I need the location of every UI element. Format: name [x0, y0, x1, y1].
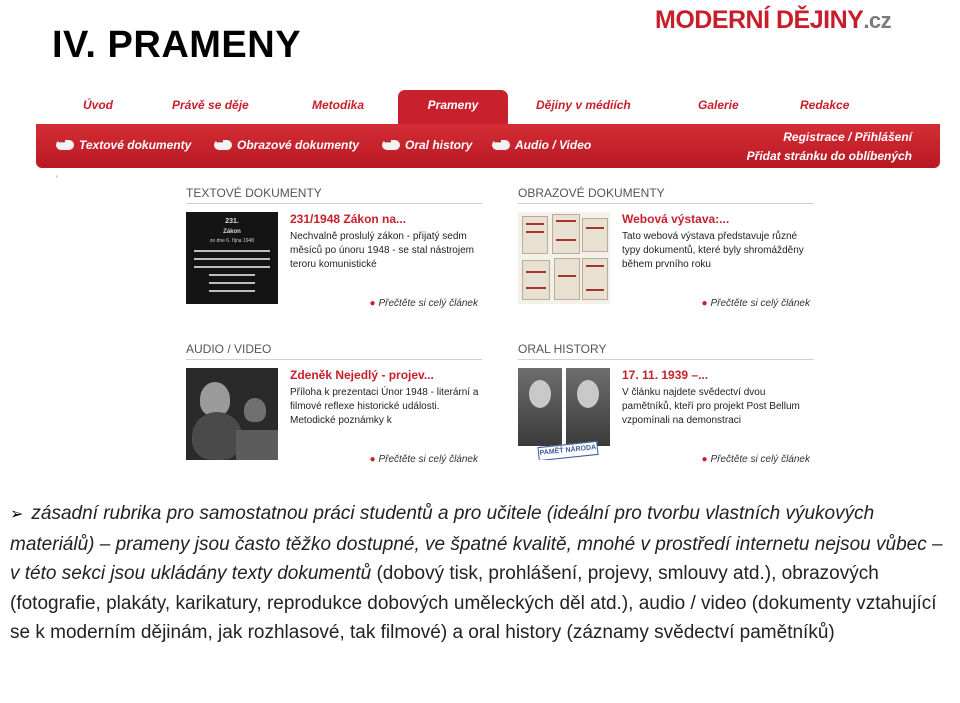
- poster-image: [554, 258, 580, 300]
- witness-portrait: [566, 368, 610, 446]
- stray-mark: ': [56, 174, 58, 184]
- nav-item-redakce[interactable]: Redakce: [800, 98, 850, 112]
- section-obrazove-dokumenty: [518, 186, 814, 320]
- read-more-link[interactable]: [701, 298, 810, 309]
- article-excerpt: Nechvalně proslulý zákon - přijatý sedm měsíců po únoru 1948 - se stal nástrojem teroru komunistické: [290, 231, 474, 270]
- subnav-obrazove-dokumenty[interactable]: [214, 138, 359, 152]
- nav-item-uvod[interactable]: Úvod: [83, 98, 113, 112]
- article-title-link[interactable]: Zdeněk Nejedlý - projev...: [290, 368, 434, 382]
- article-excerpt: V článku najdete svědectví dvou pamětníků, kteří pro projekt Post Bellum vzpomínali na demonstraci: [622, 387, 800, 426]
- article-excerpt: Příloha k prezentaci Únor 1948 - literární a filmové reflexe historické události. Metodické poznámky k: [290, 387, 479, 426]
- bullet-icon: ●: [369, 454, 376, 465]
- logo-tld: .cz: [863, 8, 892, 33]
- slide-title: IV. PRAMENY: [52, 24, 302, 66]
- more-pill-icon: [56, 140, 74, 150]
- section-header: TEXTOVÉ DOKUMENTY: [186, 186, 482, 204]
- section-body: [290, 212, 482, 272]
- subnav-oral-history[interactable]: [382, 138, 472, 152]
- article-title-link[interactable]: Webová výstava:...: [622, 212, 730, 226]
- read-more-link[interactable]: [369, 454, 478, 465]
- nav-item-dejiny-v-mediich[interactable]: Dějiny v médiích: [536, 98, 631, 112]
- article-title-link[interactable]: 231/1948 Zákon na...: [290, 212, 407, 226]
- web-exhibition-thumbnail[interactable]: [518, 212, 610, 304]
- section-body: [622, 212, 814, 272]
- register-login-link[interactable]: Registrace / Přihlášení: [783, 130, 912, 144]
- nav-item-prameny-label: Prameny: [427, 98, 479, 112]
- arrow-bullet-icon: ➢: [10, 506, 24, 523]
- witness-portrait: [518, 368, 562, 446]
- read-more-link[interactable]: [369, 298, 478, 309]
- video-still-thumbnail[interactable]: [186, 368, 278, 460]
- article-title-link[interactable]: 17. 11. 1939 –...: [622, 368, 709, 382]
- witness-portraits-thumbnail[interactable]: [518, 368, 610, 460]
- subnav-label: Obrazové dokumenty: [237, 138, 360, 152]
- bullet-text-normal: (dobový tisk, prohlášení, projevy, smlouvy atd.), obrazových (fotografie, plakáty, karikatury, reprodukce dobových uměleckých děl atd.), audio / video (dokumenty vztahující se k moderním dějinám, jak rozhlasové, tak filmové) a oral history (záznamy svědectví pamětníků): [10, 563, 937, 643]
- desk-shape: [236, 430, 278, 460]
- poster-image: [522, 260, 550, 300]
- moderni-dejiny-logo[interactable]: [655, 6, 891, 35]
- sub-navigation: [36, 124, 940, 168]
- read-more-label: Přečtěte si celý článek: [710, 298, 810, 309]
- pamet-naroda-stamp: PAMĚŤ NÁRODA: [537, 441, 598, 460]
- section-oral-history: [518, 342, 814, 476]
- nav-item-galerie[interactable]: Galerie: [698, 98, 739, 112]
- bullet-icon: ●: [701, 298, 708, 309]
- read-more-label: Přečtěte si celý článek: [710, 454, 810, 465]
- bullet-icon: ●: [701, 454, 708, 465]
- doc-number: 231.: [225, 218, 239, 225]
- section-body: [622, 368, 814, 428]
- subnav-label: Oral history: [405, 138, 473, 152]
- article-excerpt: Tato webová výstava představuje různé typy dokumentů, které byly shromážděny během prvního roku: [622, 231, 804, 270]
- section-header: AUDIO / VIDEO: [186, 342, 482, 360]
- poster-image: [582, 218, 608, 252]
- subnav-label: Audio / Video: [515, 138, 592, 152]
- section-textove-dokumenty: [186, 186, 482, 320]
- bullet-icon: ●: [369, 298, 376, 309]
- subnav-label: Textové dokumenty: [79, 138, 192, 152]
- doc-heading: Zákon: [223, 229, 241, 235]
- section-body: [290, 368, 482, 428]
- nav-item-prave-se-deje[interactable]: Právě se děje: [172, 98, 249, 112]
- speaker-figure: [200, 382, 230, 416]
- more-pill-icon: [492, 140, 510, 150]
- subnav-textove-dokumenty[interactable]: [56, 138, 191, 152]
- section-audio-video: [186, 342, 482, 476]
- logo-part-1: MODERNÍ: [655, 6, 776, 34]
- slide-bullet-text: [10, 499, 954, 648]
- read-more-label: Přečtěte si celý článek: [378, 454, 478, 465]
- section-header: OBRAZOVÉ DOKUMENTY: [518, 186, 814, 204]
- more-pill-icon: [382, 140, 400, 150]
- read-more-link[interactable]: [701, 454, 810, 465]
- poster-image: [552, 214, 580, 254]
- section-header: ORAL HISTORY: [518, 342, 814, 360]
- more-pill-icon: [214, 140, 232, 150]
- audience-figure: [244, 398, 266, 422]
- read-more-label: Přečtěte si celý článek: [378, 298, 478, 309]
- add-favorite-link[interactable]: Přidat stránku do oblíbených: [746, 149, 912, 163]
- law-document-thumbnail[interactable]: [186, 212, 278, 304]
- poster-image: [582, 258, 608, 300]
- poster-image: [522, 216, 548, 254]
- subnav-audio-video[interactable]: [492, 138, 591, 152]
- speaker-body: [192, 412, 242, 460]
- main-navigation: [36, 88, 940, 124]
- doc-date: ze dne 6. října 1948: [209, 238, 255, 244]
- bullet-text-italic: zásadní rubrika pro samostatnou práci studentů a pro učitele (ideální pro tvorbu vlastních výukových materiálů) – prameny jsou často těžko dostupné, ve špatné kvalitě, mnohé v prostředí internetu nejsou vůbec – v této sekci jsou ukládány texty dokumentů: [10, 503, 943, 584]
- nav-item-prameny-active[interactable]: [398, 90, 508, 126]
- nav-item-metodika[interactable]: Metodika: [312, 98, 365, 112]
- doc-text-lines: [194, 250, 270, 298]
- logo-part-2: DĚJINY: [776, 6, 864, 34]
